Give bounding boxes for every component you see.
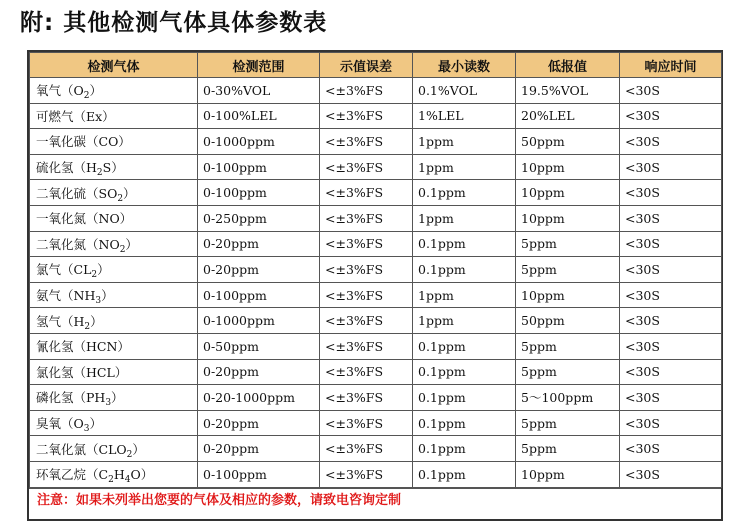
cell-gas [30, 410, 198, 436]
cell-error: <±3%FS [320, 154, 413, 180]
cell-min-reading: 1ppm [413, 308, 516, 334]
cell-gas [30, 308, 198, 334]
gas-name-part: 环氧乙烷（C [36, 467, 109, 483]
cell-gas [30, 180, 198, 206]
cell-min-reading: 1%LEL [413, 103, 516, 129]
cell-low-alarm: 5ppm [516, 436, 620, 462]
header-response-time: 响应时间 [620, 53, 722, 78]
cell-error: <±3%FS [320, 180, 413, 206]
cell-range: 0-100ppm [198, 461, 320, 487]
table-row [30, 385, 722, 411]
cell-error: <±3%FS [320, 333, 413, 359]
table-row [30, 359, 722, 385]
cell-response-time: <30S [620, 78, 722, 104]
cell-response-time: <30S [620, 308, 722, 334]
cell-gas [30, 257, 198, 283]
cell-low-alarm: 5ppm [516, 257, 620, 283]
cell-low-alarm: 50ppm [516, 308, 620, 334]
cell-response-time: <30S [620, 257, 722, 283]
cell-low-alarm: 10ppm [516, 282, 620, 308]
cell-response-time: <30S [620, 154, 722, 180]
cell-low-alarm: 10ppm [516, 180, 620, 206]
cell-gas [30, 282, 198, 308]
cell-response-time: <30S [620, 205, 722, 231]
cell-min-reading: 0.1ppm [413, 385, 516, 411]
gas-name-part: 2 [83, 91, 90, 102]
table-row [30, 308, 722, 334]
table-row [30, 78, 722, 104]
cell-error: <±3%FS [320, 436, 413, 462]
cell-response-time: <30S [620, 385, 722, 411]
cell-range: 0-250ppm [198, 205, 320, 231]
cell-response-time: <30S [620, 180, 722, 206]
gas-name-part: 3 [95, 296, 102, 307]
cell-error: <±3%FS [320, 359, 413, 385]
table-row [30, 103, 722, 129]
cell-low-alarm: 5～100ppm [516, 385, 620, 411]
gas-name-part: 氨气（NH [36, 288, 96, 304]
gas-name-part: 氯化氢（HCL） [36, 364, 128, 380]
cell-range: 0-30%VOL [198, 78, 320, 104]
cell-error: <±3%FS [320, 308, 413, 334]
cell-min-reading: 0.1ppm [413, 257, 516, 283]
cell-error: <±3%FS [320, 461, 413, 487]
cell-gas [30, 129, 198, 155]
cell-range: 0-100ppm [198, 180, 320, 206]
cell-error: <±3%FS [320, 103, 413, 129]
gas-name-part: 氰化氢（HCN） [36, 339, 130, 355]
cell-error: <±3%FS [320, 257, 413, 283]
cell-range: 0-20ppm [198, 257, 320, 283]
cell-min-reading: 0.1ppm [413, 180, 516, 206]
cell-low-alarm: 5ppm [516, 410, 620, 436]
cell-error: <±3%FS [320, 410, 413, 436]
cell-gas [30, 78, 198, 104]
cell-error: <±3%FS [320, 282, 413, 308]
gas-name-part: 2 [108, 475, 114, 486]
cell-response-time: <30S [620, 436, 722, 462]
cell-response-time: <30S [620, 333, 722, 359]
table-row [30, 180, 722, 206]
gas-name-part: ） [89, 416, 102, 432]
gas-name-part: 二氧化氮（NO [36, 236, 120, 252]
cell-response-time: <30S [620, 103, 722, 129]
gas-name-part: ） [90, 313, 103, 329]
gas-name-part: ） [111, 390, 124, 406]
gas-parameter-table [27, 50, 723, 521]
cell-low-alarm: 19.5%VOL [516, 78, 620, 104]
custom-note: 注意：如果未列举出您要的气体及相应的参数，请致电咨询定制 [29, 488, 721, 513]
cell-response-time: <30S [620, 410, 722, 436]
gas-name-part: ） [97, 262, 110, 278]
gas-name-part: 氯气（CL [36, 262, 92, 278]
cell-gas [30, 461, 198, 487]
table-row [30, 257, 722, 283]
page-title: 附: 其他检测气体具体参数表 [20, 10, 328, 36]
cell-min-reading: 1ppm [413, 129, 516, 155]
cell-low-alarm: 10ppm [516, 461, 620, 487]
cell-low-alarm: 5ppm [516, 231, 620, 257]
table-row [30, 410, 722, 436]
table-row [30, 231, 722, 257]
cell-response-time: <30S [620, 359, 722, 385]
gas-name-part: 磷化氢（PH [36, 390, 106, 406]
cell-range: 0-1000ppm [198, 129, 320, 155]
gas-name-part: 3 [105, 398, 112, 409]
cell-gas [30, 436, 198, 462]
cell-range: 0-20ppm [198, 231, 320, 257]
table-row [30, 461, 722, 487]
cell-range: 0-50ppm [198, 333, 320, 359]
cell-response-time: <30S [620, 282, 722, 308]
cell-min-reading: 0.1%VOL [413, 78, 516, 104]
gas-name-part: ） [123, 185, 136, 201]
gas-name-part: 2 [84, 321, 91, 332]
cell-range: 0-20ppm [198, 359, 320, 385]
cell-min-reading: 1ppm [413, 282, 516, 308]
cell-low-alarm: 50ppm [516, 129, 620, 155]
gas-name-part: 4 [124, 475, 131, 486]
table-row [30, 436, 722, 462]
cell-min-reading: 0.1ppm [413, 410, 516, 436]
gas-name-part: 氢气（H [36, 313, 85, 329]
cell-range: 0-20-1000ppm [198, 385, 320, 411]
cell-response-time: <30S [620, 129, 722, 155]
gas-name-part: ） [89, 83, 102, 99]
cell-gas [30, 385, 198, 411]
cell-range: 0-100ppm [198, 282, 320, 308]
cell-gas [30, 333, 198, 359]
table-row [30, 154, 722, 180]
header-min-reading: 最小读数 [413, 53, 516, 78]
gas-name-part: 3 [83, 424, 90, 435]
cell-range: 0-20ppm [198, 410, 320, 436]
cell-min-reading: 0.1ppm [413, 333, 516, 359]
cell-range: 0-20ppm [198, 436, 320, 462]
gas-name-part: O） [130, 467, 154, 483]
cell-low-alarm: 10ppm [516, 205, 620, 231]
cell-min-reading: 0.1ppm [413, 436, 516, 462]
gas-name-part: 臭氧（O [36, 416, 84, 432]
gas-name-part: 2 [96, 168, 103, 179]
cell-error: <±3%FS [320, 129, 413, 155]
cell-error: <±3%FS [320, 385, 413, 411]
cell-min-reading: 1ppm [413, 205, 516, 231]
header-gas: 检测气体 [30, 53, 198, 78]
gas-name-part: 2 [117, 193, 124, 204]
table-row [30, 129, 722, 155]
cell-min-reading: 0.1ppm [413, 231, 516, 257]
gas-name-part: S） [102, 160, 124, 176]
header-error: 示值误差 [320, 53, 413, 78]
cell-gas [30, 154, 198, 180]
gas-name-part: 二氧化氯（CLO [36, 441, 127, 457]
gas-name-part: 一氧化碳（CO） [36, 134, 131, 150]
gas-name-part: H [113, 467, 125, 483]
header-range: 检测范围 [198, 53, 320, 78]
cell-gas [30, 103, 198, 129]
cell-min-reading: 0.1ppm [413, 461, 516, 487]
gas-name-part: 二氧化硫（SO [36, 185, 118, 201]
table-row [30, 205, 722, 231]
gas-name-part: 可燃气（Ex） [36, 108, 115, 124]
gas-name-part: ） [125, 236, 138, 252]
cell-response-time: <30S [620, 461, 722, 487]
gas-name-part: 2 [91, 270, 98, 281]
table-row [30, 333, 722, 359]
cell-response-time: <30S [620, 231, 722, 257]
cell-low-alarm: 5ppm [516, 359, 620, 385]
header-low-alarm: 低报值 [516, 53, 620, 78]
gas-name-part: 硫化氢（H [36, 160, 97, 176]
gas-name-part: 2 [119, 244, 126, 255]
table-header-row [30, 53, 722, 78]
cell-error: <±3%FS [320, 78, 413, 104]
cell-range: 0-1000ppm [198, 308, 320, 334]
cell-range: 0-100ppm [198, 154, 320, 180]
gas-name-part: ） [132, 441, 145, 457]
cell-low-alarm: 5ppm [516, 333, 620, 359]
cell-error: <±3%FS [320, 205, 413, 231]
table-row [30, 282, 722, 308]
cell-gas [30, 359, 198, 385]
cell-gas [30, 231, 198, 257]
gas-name-part: 一氧化氮（NO） [36, 211, 133, 227]
gas-name-part: 氧气（O [36, 83, 84, 99]
cell-gas [30, 205, 198, 231]
cell-low-alarm: 20%LEL [516, 103, 620, 129]
gas-name-part: 2 [126, 449, 133, 460]
cell-range: 0-100%LEL [198, 103, 320, 129]
cell-error: <±3%FS [320, 231, 413, 257]
cell-low-alarm: 10ppm [516, 154, 620, 180]
gas-name-part: ） [101, 288, 114, 304]
cell-min-reading: 0.1ppm [413, 359, 516, 385]
cell-min-reading: 1ppm [413, 154, 516, 180]
